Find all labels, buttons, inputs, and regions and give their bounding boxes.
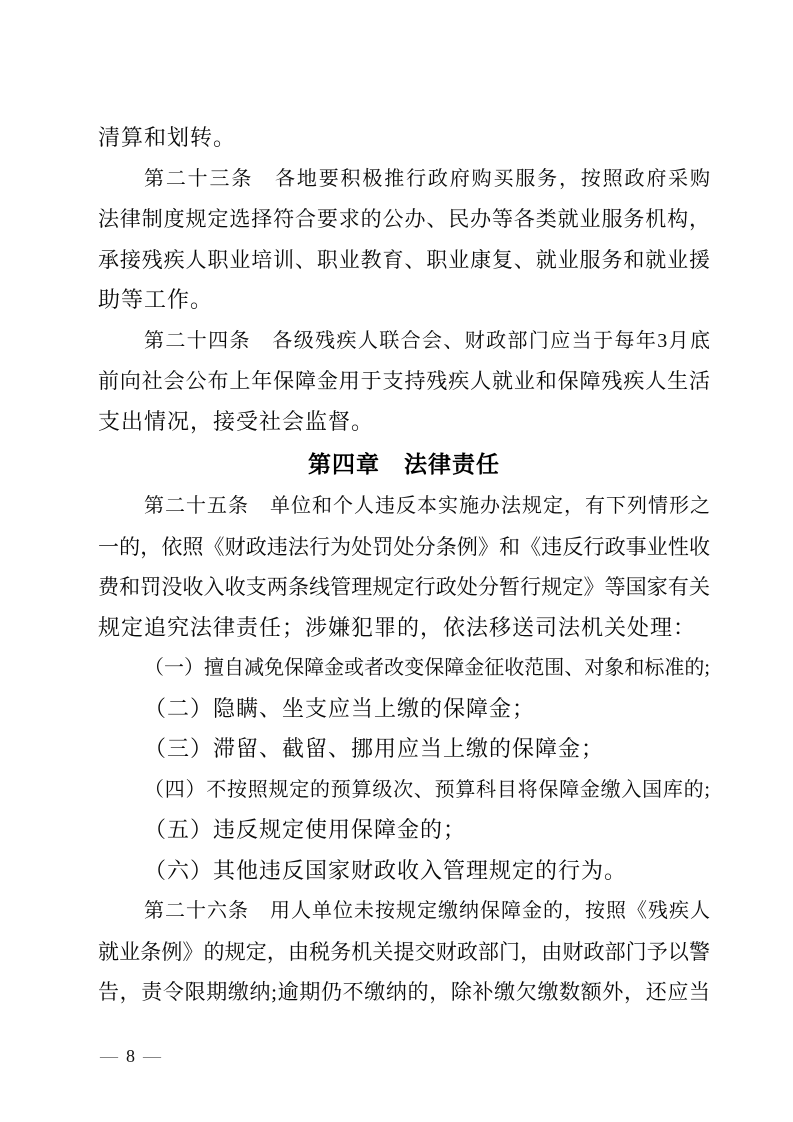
text-line: 第二十三条 各地要积极推行政府购买服务，按照政府采购: [144, 167, 710, 190]
text-line: （三）滞留、截留、挪用应当上缴的保障金；: [144, 736, 605, 761]
footer-dash-left: —: [100, 1046, 118, 1066]
text-line: 法律制度规定选择符合要求的公办、民办等各类就业服务机构，: [98, 207, 710, 231]
page-number: [96, 1043, 165, 1069]
document-body: [98, 118, 710, 1013]
text-line: 第二十四条 各级残疾人联合会、财政部门应当于每年3月底: [144, 329, 710, 352]
text-line: （六）其他违反国家财政收入管理规定的行为。: [144, 857, 628, 883]
text-line: 就业条例》的规定，由税务机关提交财政部门，由财政部门予以警: [98, 939, 710, 964]
text-line: 告，责令限期缴纳;逾期仍不缴纳的，除补缴欠缴数额外，还应当: [98, 980, 710, 1004]
text-line: 助等工作。: [98, 287, 214, 312]
text-line: （一）擅自减免保障金或者改变保障金征收范围、对象和标准的;: [144, 657, 710, 679]
text-line: 一的，依照《财政违法行为处罚处分条例》和《违反行政事业性收: [98, 534, 710, 559]
text-line: 规定追究法律责任；涉嫌犯罪的，依法移送司法机关处理：: [98, 614, 697, 640]
text-line: （二）隐瞒、坐支应当上缴的保障金；: [144, 695, 536, 721]
text-line: 支出情况，接受社会监督。: [98, 408, 375, 434]
chapter-heading: 第四章 法律责任: [308, 451, 500, 477]
text-line: （四）不按照规定的预算级次、预算科目将保障金缴入国库的;: [144, 778, 710, 801]
text-line: 前向社会公布上年保障金用于支持残疾人就业和保障残疾人生活: [98, 369, 710, 393]
text-line: （五）违反规定使用保障金的；: [144, 817, 467, 842]
footer-number: 8: [126, 1046, 135, 1066]
text-line: 第二十六条 用人单位未按规定缴纳保障金的，按照《残疾人: [144, 900, 710, 922]
text-line: 承接残疾人职业培训、职业教育、职业康复、就业服务和就业援: [98, 247, 710, 272]
text-line: 第二十五条 单位和个人违反本实施办法规定，有下列情形之: [144, 495, 710, 517]
text-line: 费和罚没收入收支两条线管理规定行政处分暂行规定》等国家有关: [98, 575, 710, 599]
footer-dash-right: —: [143, 1046, 161, 1066]
text-line: 清算和划转。: [98, 125, 237, 150]
